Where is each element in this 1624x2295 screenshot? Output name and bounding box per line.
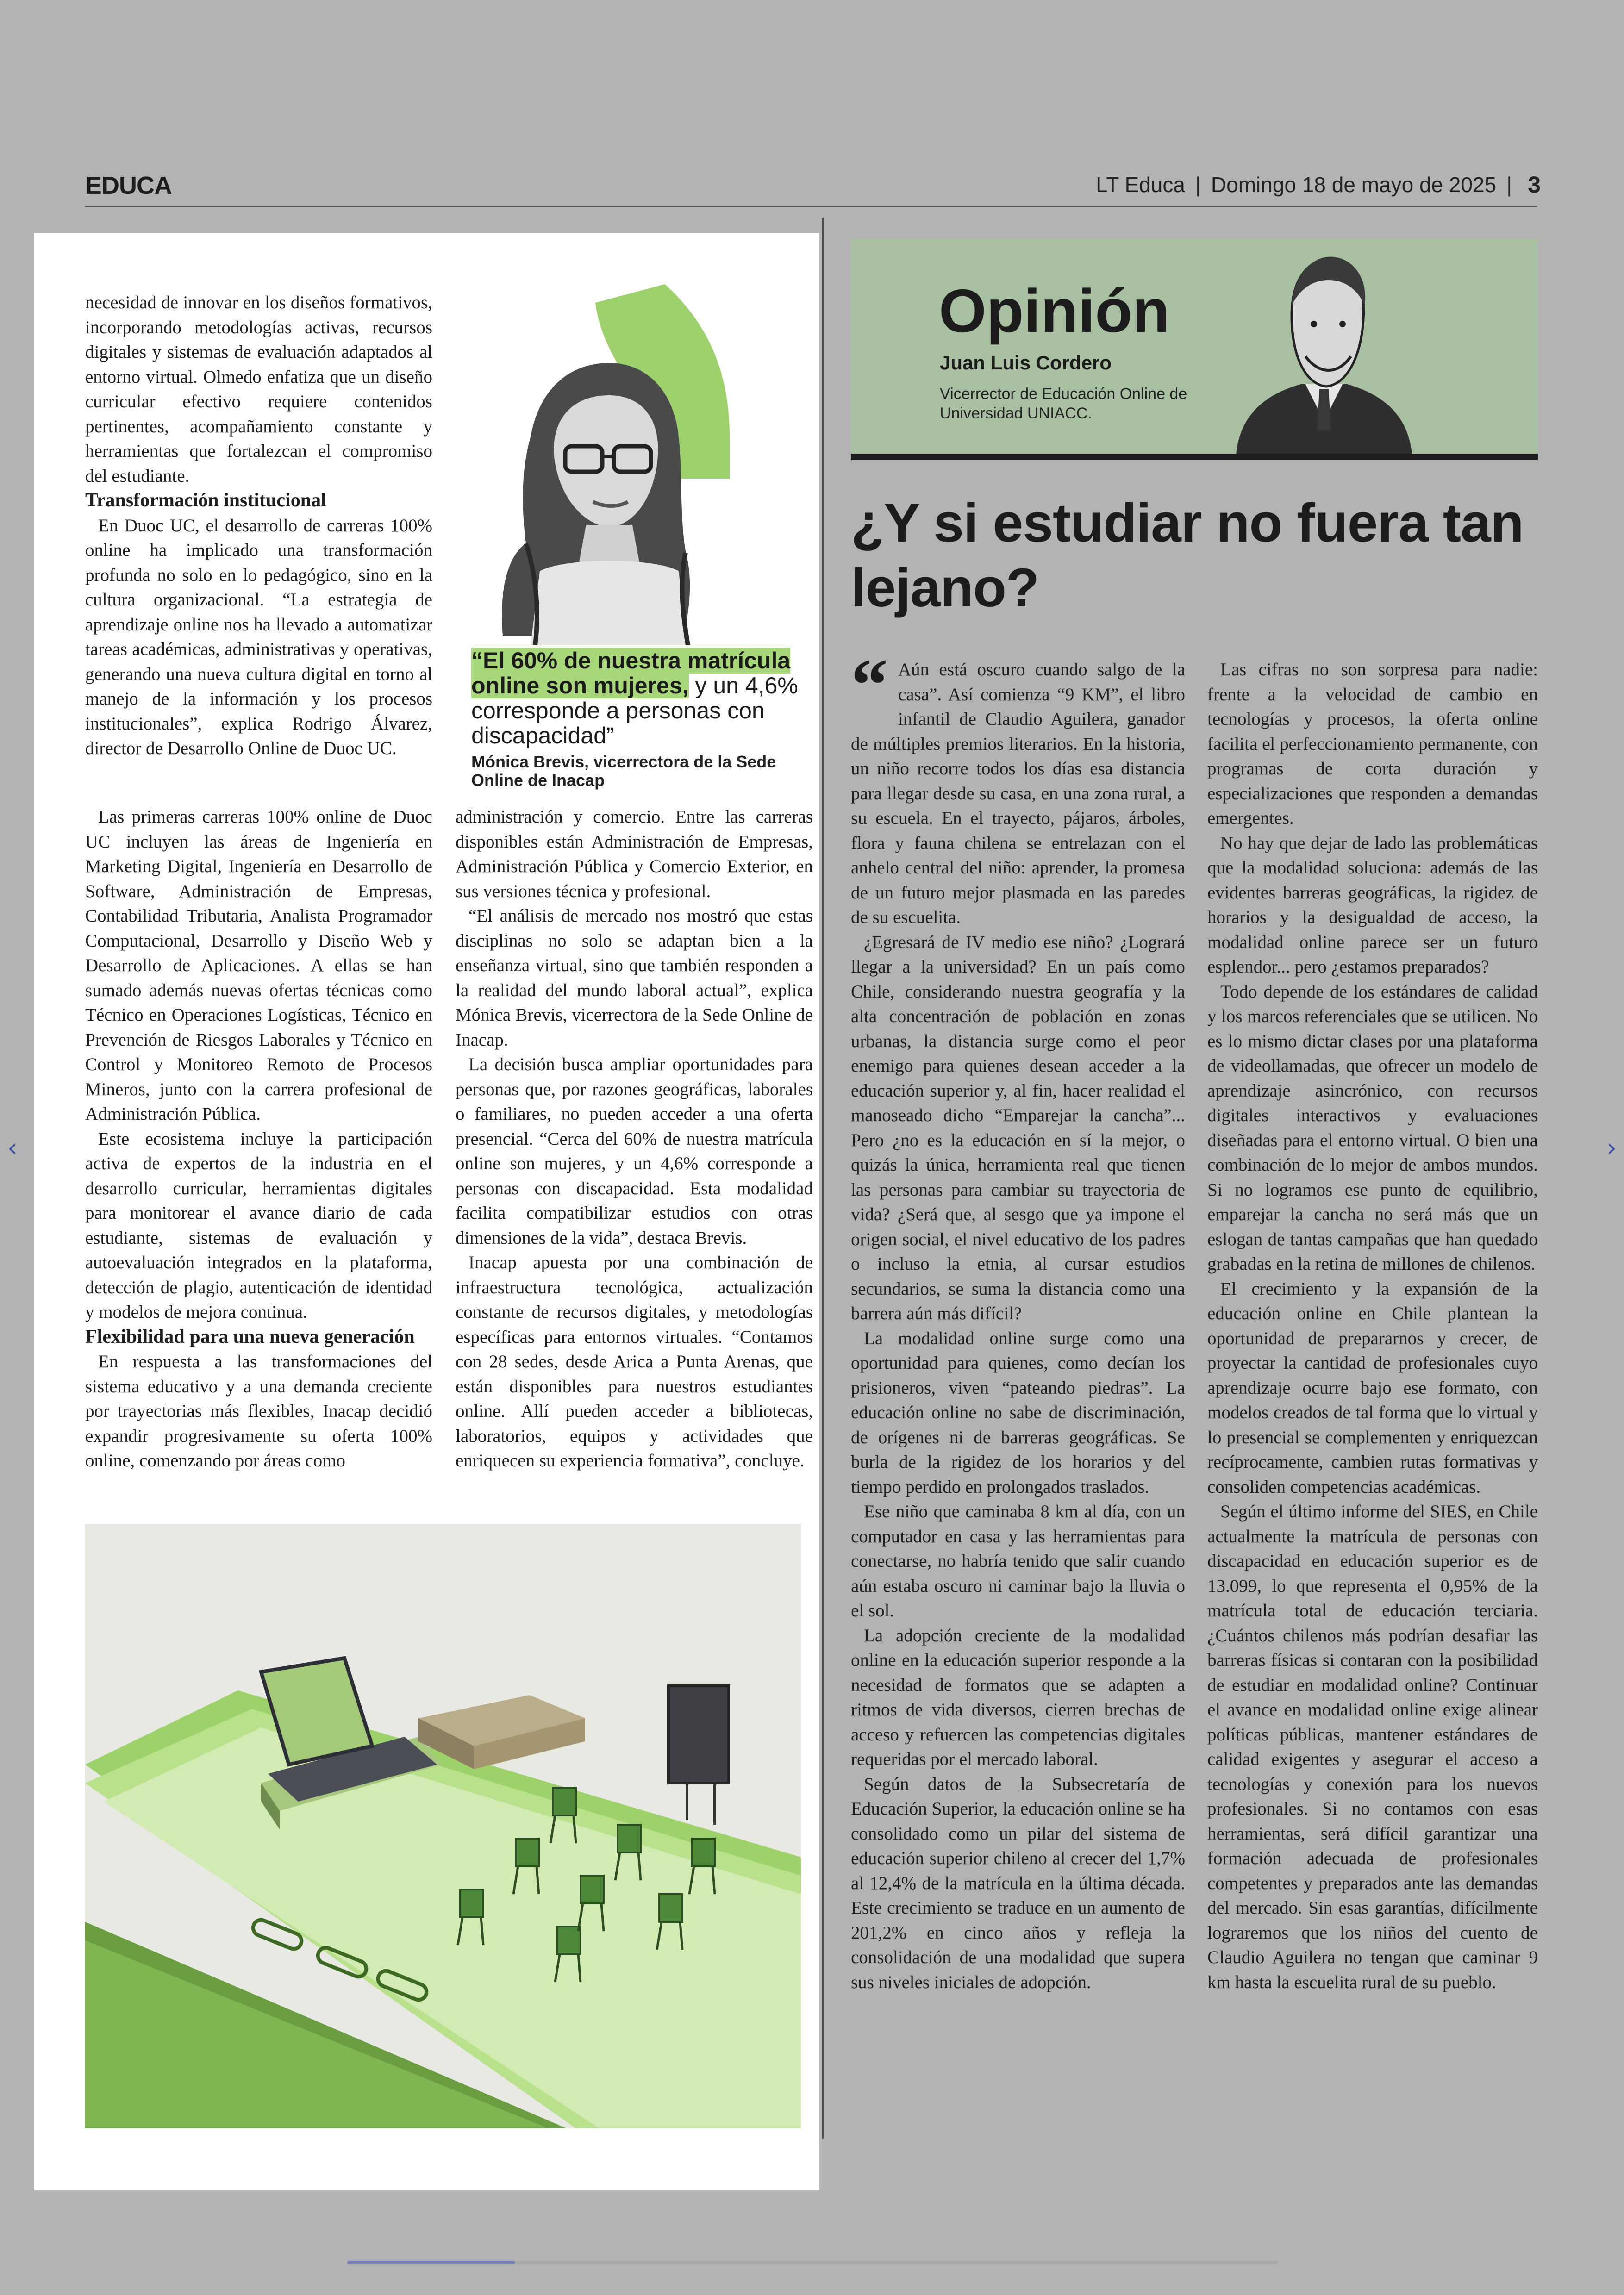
opinion-label: Opinión xyxy=(939,277,1170,345)
opinion-paragraph: El crecimiento y la expansión de la educación online en Chile plantean la oportunidad de prepararnos y crecer, de proyectar la cantidad de profesionales cuyo aprendizaje ocurre bajo ese formato, con modelos creados de tal forma que lo virtual y lo presencial se complementen y enriquezcan recíprocamente, cambien rutas formativas y consoliden competencias académicas. xyxy=(1207,1278,1538,1497)
article-paragraph: Las primeras carreras 100% online de Duoc UC incluyen las áreas de Ingeniería en Marketing Digital, Ingeniería en Desarrollo de Software, Administración de Empresas, Contabilidad Tributaria, Analista Programador Computacional, Desarrollo y Diseño Web y Desarrollo de Aplicaciones. A ellas se han sumado además nuevas ofertas técnicas como Técnico en Operaciones Logísticas, Técnico en Prevención de Riesgos Laborales y Técnico en Control y Monitoreo Remoto de Procesos Mineros, junto con la carrera profesional de Administración Pública. xyxy=(85,807,432,1124)
pull-quote-author: Mónica Brevis, vicerrectora de la Sede Online de Inacap xyxy=(471,752,776,790)
article-column-1a xyxy=(85,290,432,761)
article-paragraph: En respuesta a las transformaciones del sistema educativo y a una demanda creciente por trayectorias más flexibles, Inacap decidió expandir progresivamente su oferta 100% online, comenzando por áreas como xyxy=(85,1352,432,1471)
article-paragraph: necesidad de innovar en los diseños formativos, incorporando metodologías activas, recursos digitales y sistemas de evaluación adaptados al entorno virtual. Olmedo enfatiza que un diseño curricular efectivo requiere contenidos pertinentes, acompañamiento constante y herramientas que fortalezcan el compromiso del estudiante. xyxy=(85,293,432,486)
article-column-1b xyxy=(85,804,432,1473)
opinion-paragraph: La modalidad online surge como una oportunidad para quienes, como decían los prisioneros, viven “pateando piedras”. La educación online no sabe de discriminación, de orígenes ni de barreras geográficas. Se burla de la rigidez de los horarios y del tiempo perdido en prolongados traslados. xyxy=(851,1328,1185,1497)
page-number: 3 xyxy=(1528,172,1541,198)
previous-page-arrow-icon[interactable]: ‹ xyxy=(7,1133,18,1162)
next-page-arrow-icon[interactable]: › xyxy=(1606,1133,1617,1162)
opinion-paragraph: Según el último informe del SIES, en Chile actualmente la matrícula de personas con discapacidad en educación superior es de 13.099, lo que representa el 0,95% de la matrícula total de educación terciaria. ¿Cuántos chilenos más podrían desafiar las barreras físicas si contaran con la posibilidad de estudiar en modalidad online? Continuar el avance en modalidad online exige alinear políticas públicas, mantener estándares de calidad exigentes y asegurar el acceso a tecnologías y conexión para los nuevos profesionales. Si no contamos con esas herramientas, será difícil garantizar una formación adecuada de profesionales competentes y preparados ante las demandas del mercado. Sin esas garantías, difícilmente lograremos que los niños del cuento de Claudio Aguilera no tengan que caminar 9 km hasta la escuelita rural de su pueblo. xyxy=(1207,1502,1538,1992)
subheading: Transformación institucional xyxy=(85,490,326,511)
header-separator: | xyxy=(1506,173,1512,197)
article-paragraph: En Duoc UC, el desarrollo de carreras 100% online ha implicado una transformación profunda no solo en lo pedagógico, sino en la cultura organizacional. “La estrategia de aprendizaje online nos ha llevado a automatizar tareas académicas, administrativas y operativas, generando una nueva cultura digital en torno al manejo de la información y los procesos institucionales”, explica Rodrigo Álvarez, director de Desarrollo Online de Duoc UC. xyxy=(85,515,432,758)
opinion-paragraph: ¿Egresará de IV medio ese niño? ¿Logrará llegar a la universidad? En un país como Chile, considerando nuestra geografía y la alta concentración de población en zonas urbanas, la distancia surge como el peor enemigo para quienes desean acceder a la educación superior y, al fin, hacer realidad el manoseado dicho “Emparejar la cancha”... Pero ¿no es la educación en sí la mejor, o quizás la única, herramienta real que tienen las personas para cambiar su trayectoria de vida? ¿Será que, al sesgo que ya impone el origen social, el nivel educativo de los padres o incluso la etnia, al cursar estudios secundarios, se suma la distancia como una barrera aún más difícil? xyxy=(851,932,1185,1323)
opinion-banner xyxy=(851,239,1538,458)
article-column-2 xyxy=(456,804,813,1473)
opinion-column-1 xyxy=(851,643,1185,1995)
header-divider xyxy=(85,206,1537,207)
pull-quote-rest: y un 4,6% corresponde a personas con discapacidad” xyxy=(471,673,798,748)
interviewee-portrait xyxy=(470,284,748,645)
section-label: EDUCA xyxy=(85,172,172,200)
opinion-column-2 xyxy=(1207,657,1538,1995)
opening-quote-mark: “ xyxy=(851,643,888,726)
pull-quote-text xyxy=(471,648,805,748)
publication-name: LT Educa xyxy=(1096,173,1185,197)
opinion-paragraph: No hay que dejar de lado las problemáticas que la modalidad soluciona: además de las evidentes barreras geográficas, la rigidez de horarios y la desigualdad de acceso, la modalidad online parece ser un futuro esplendor... pero ¿estamos preparados? xyxy=(1207,833,1538,977)
page-header xyxy=(1096,171,1541,198)
opinion-paragraph: Las cifras no son sorpresa para nadie: frente a la velocidad de cambio en tecnologías y procesos, la oferta online facilita el perfeccionamiento permanente, con programas de corta duración y especializaciones que responden a demandas emergentes. xyxy=(1207,660,1538,828)
publication-date: Domingo 18 de mayo de 2025 xyxy=(1211,173,1497,197)
article-paragraph: La decisión busca ampliar oportunidades para personas que, por razones geográficas, laborales o familiares, no pueden acceder a una oferta presencial. “Cerca del 60% de nuestra matrícula online son mujeres, y un 4,6% corresponde a personas con discapacidad. Esta modalidad facilita compatibilizar estudios con otras dimensiones de la vida”, destaca Brevis. xyxy=(456,1054,813,1248)
header-separator: | xyxy=(1195,173,1201,197)
opinion-author: Juan Luis Cordero xyxy=(940,352,1112,374)
columnist-portrait xyxy=(1231,236,1417,454)
opinion-paragraph: Todo depende de los estándares de calidad y los marcos referenciales que se utilicen. No es lo mismo dictar clases por una plataforma de videollamadas, que ofrecer un modelo de aprendizaje asincrónico, con recursos digitales interactivos y evaluaciones diseñadas para el entorno virtual. O bien una combinación de lo mejor de ambos mundos. Si no logramos ese punto de equilibrio, emparejar la cancha no será más que un eslogan de tantas campañas que han quedado grabadas en la retina de millones de chilenos. xyxy=(1207,981,1538,1274)
pull-quote-highlight: “El 60% de nuestra matrícula online son mujeres, xyxy=(471,648,791,698)
page-scrollbar-thumb[interactable] xyxy=(347,2261,515,2264)
opinion-author-role: Vicerrector de Educación Online de Universidad UNIACC. xyxy=(940,385,1187,422)
subheading: Flexibilidad para una nueva generación xyxy=(85,1326,415,1347)
pull-quote xyxy=(471,648,805,790)
column-divider xyxy=(822,218,824,2139)
online-education-illustration xyxy=(85,1524,801,2128)
article-paragraph: “El análisis de mercado nos mostró que estas disciplinas no solo se adaptan bien a la enseñanza virtual, sino que también responden a la realidad del mundo laboral actual”, explica Mónica Brevis, vicerrectora de la Sede Online de Inacap. xyxy=(456,906,813,1050)
article-paragraph: administración y comercio. Entre las carreras disponibles están Administración de Empresas, Administración Pública y Comercio Exterior, en sus versiones técnica y profesional. xyxy=(456,807,813,901)
opinion-paragraph: La adopción creciente de la modalidad online en la educación superior responde a la necesidad de formatos que se adapten a ritmos de vida diversos, cierren brechas de acceso y refuercen las competencias digitales requeridas por el mercado laboral. xyxy=(851,1625,1185,1769)
article-paragraph: Este ecosistema incluye la participación activa de expertos de la industria en el desarrollo curricular, herramientas digitales para monitorear el avance diario de cada estudiante, sistemas de evaluación y autoevaluación integrados en la plataforma, detección de plagio, autenticación de identidad y modelos de mejora continua. xyxy=(85,1129,432,1322)
opinion-paragraph: Ese niño que caminaba 8 km al día, con un computador en casa y las herramientas para conectarse, no habría tenido que salir cuando aún estaba oscuro ni caminar bajo la lluvia o el sol. xyxy=(851,1502,1185,1621)
opinion-paragraph: Según datos de la Subsecretaría de Educación Superior, la educación online se ha consolidado como un pilar del sistema de educación superior chileno al crecer del 1,7% al 12,4% de la matrícula en la última década. Este crecimiento se traduce en un aumento de 201,2% en cinco años y refleja la consolidación de una modalidad que supera sus niveles iniciales de adopción. xyxy=(851,1774,1185,1992)
opinion-paragraph: Aún está oscuro cuando salgo de la casa”. Así comienza “9 KM”, el libro infantil de Claudio Aguilera, ganador de múltiples premios literarios. En la historia, un niño recorre todos los días esa distancia para llegar desde su casa, en una zona rural, a su escuela. En el trayecto, pájaros, árboles, flora y fauna chilena se entrelazan con el anhelo central del niño: aprender, la promesa de un futuro mejor plasmada en las paredes de su escuelita. xyxy=(851,660,1185,927)
opinion-divider xyxy=(851,454,1538,460)
article-paragraph: Inacap apuesta por una combinación de infraestructura tecnológica, actualización constante de recursos digitales, y metodologías específicas para entornos virtuales. “Contamos con 28 sedes, desde Arica a Punta Arenas, que están disponibles para nuestros estudiantes online. Allí pueden acceder a bibliotecas, laboratorios, equipos y actividades que enriquecen su experiencia formativa”, concluye. xyxy=(456,1253,813,1471)
opinion-headline: ¿Y si estudiar no fuera tan lejano? xyxy=(851,493,1524,618)
